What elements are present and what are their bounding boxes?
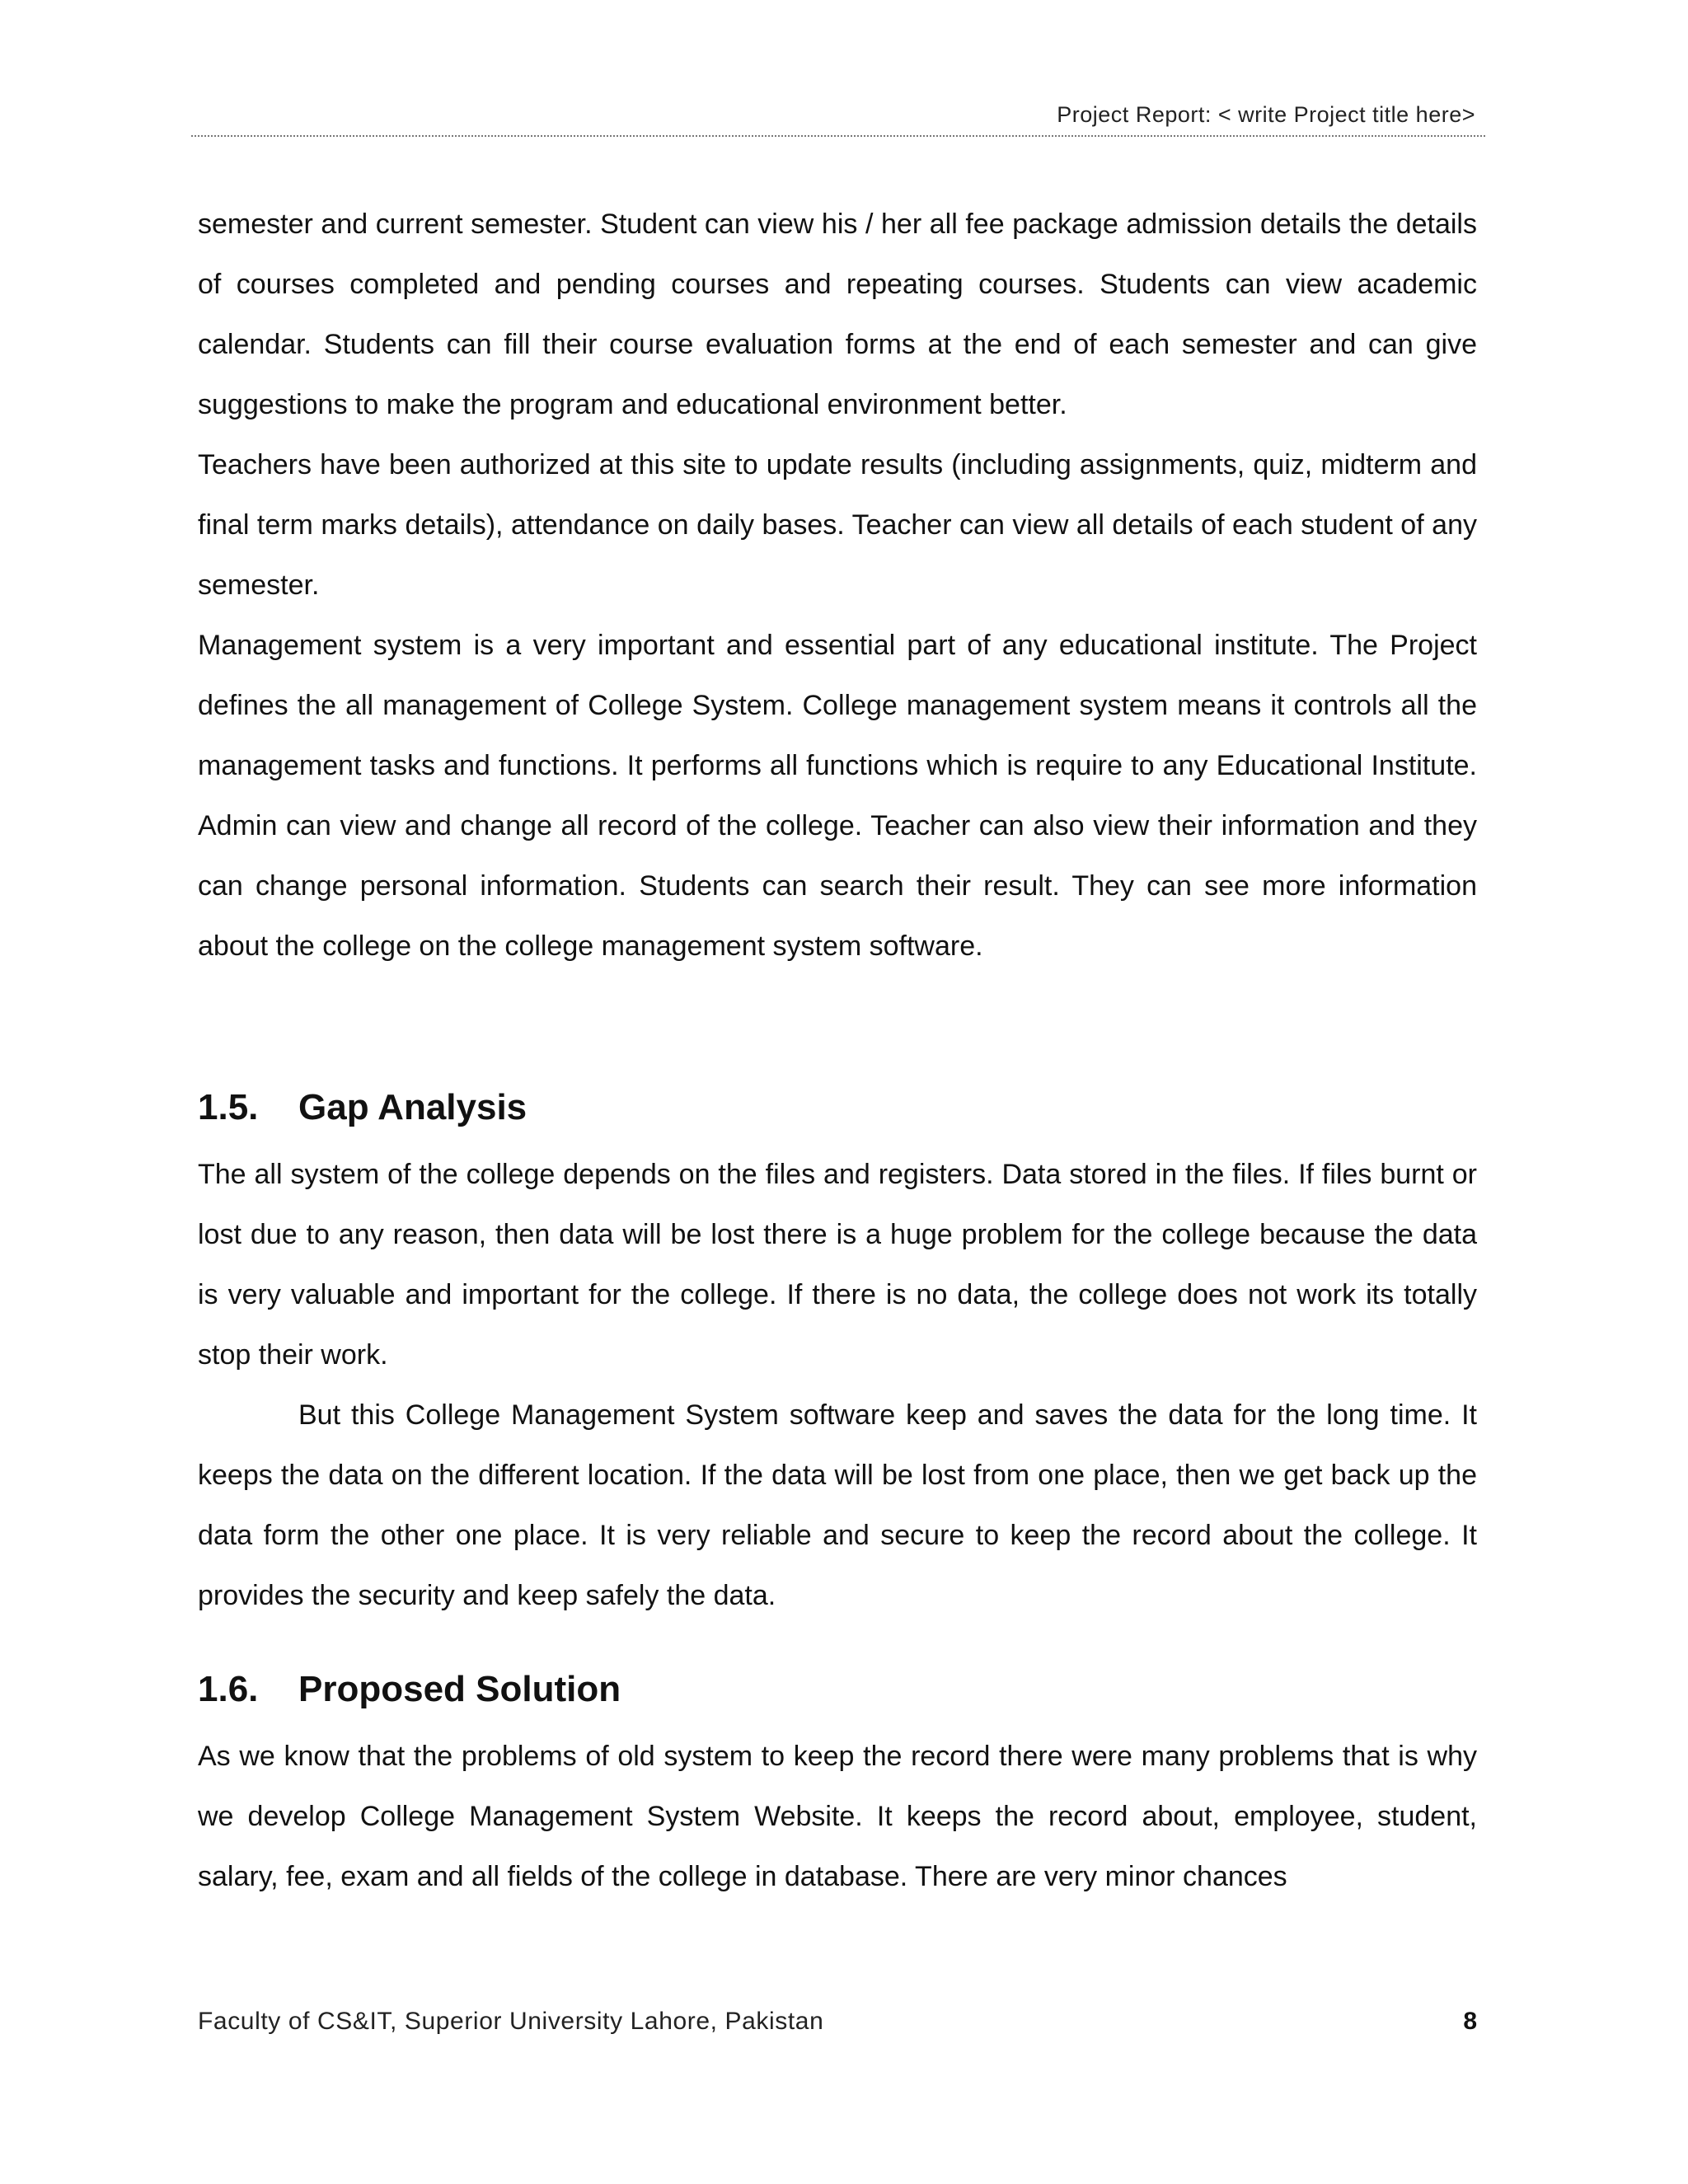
footer-institution: Faculty of CS&IT, Superior University Lahore, Pakistan bbox=[198, 2008, 824, 2035]
page-header bbox=[191, 101, 1485, 137]
page-content bbox=[198, 194, 1477, 1907]
section-paragraph: But this College Management System software keep and saves the data for the long time. It keeps the data on the different location. If the data will be lost from one place, then we get back up the data form the other one place. It is very reliable and secure to keep the record about the college. It provides the security and keep safely the data. bbox=[198, 1399, 1477, 1611]
header-title: Project Report: < write Project title here> bbox=[1057, 102, 1475, 127]
intro-paragraph: semester and current semester. Student can view his / her all fee package admission details the details of courses completed and pending courses and repeating courses. Students can view academic calendar. Students can fill their course evaluation forms at the end of each semester and can give suggestions to make the program and educational environment better. bbox=[198, 209, 1477, 420]
section-number: 1.5. bbox=[198, 1087, 259, 1127]
intro-paragraph: Teachers have been authorized at this site to update results (including assignments, quiz, midterm and final term marks details), attendance on daily bases. Teacher can view all details of each student of any semester. bbox=[198, 449, 1477, 601]
section-number: 1.6. bbox=[198, 1669, 259, 1709]
intro-paragraph: Management system is a very important and essential part of any educational institute. The Project defines the all management of College System. College management system means it controls all the management tasks and functions. It performs all functions which is require to any Educational Institute. Admin can view and change all record of the college. Teacher can also view their information and they can change personal information. Students can search their result. They can see more information about the college on the college management system software. bbox=[198, 630, 1477, 962]
section-title: Proposed Solution bbox=[298, 1669, 621, 1709]
section-paragraph: The all system of the college depends on the files and registers. Data stored in the files. If files burnt or lost due to any reason, then data will be lost there is a huge problem for the college because the data is very valuable and important for the college. If there is no data, the college does not work its totally stop their work. bbox=[198, 1159, 1477, 1371]
section-heading-proposed-solution bbox=[198, 1669, 1477, 1710]
page-footer bbox=[198, 2008, 1477, 2044]
section-paragraph: As we know that the problems of old system to keep the record there were many problems that is why we develop College Management System Website. It keeps the record about, employee, student, salary, fee, exam and all fields of the college in database. There are very minor chances bbox=[198, 1741, 1477, 1892]
section-title: Gap Analysis bbox=[298, 1087, 528, 1127]
section-heading-gap-analysis bbox=[198, 1087, 1477, 1128]
page-number: 8 bbox=[1463, 2008, 1477, 2035]
